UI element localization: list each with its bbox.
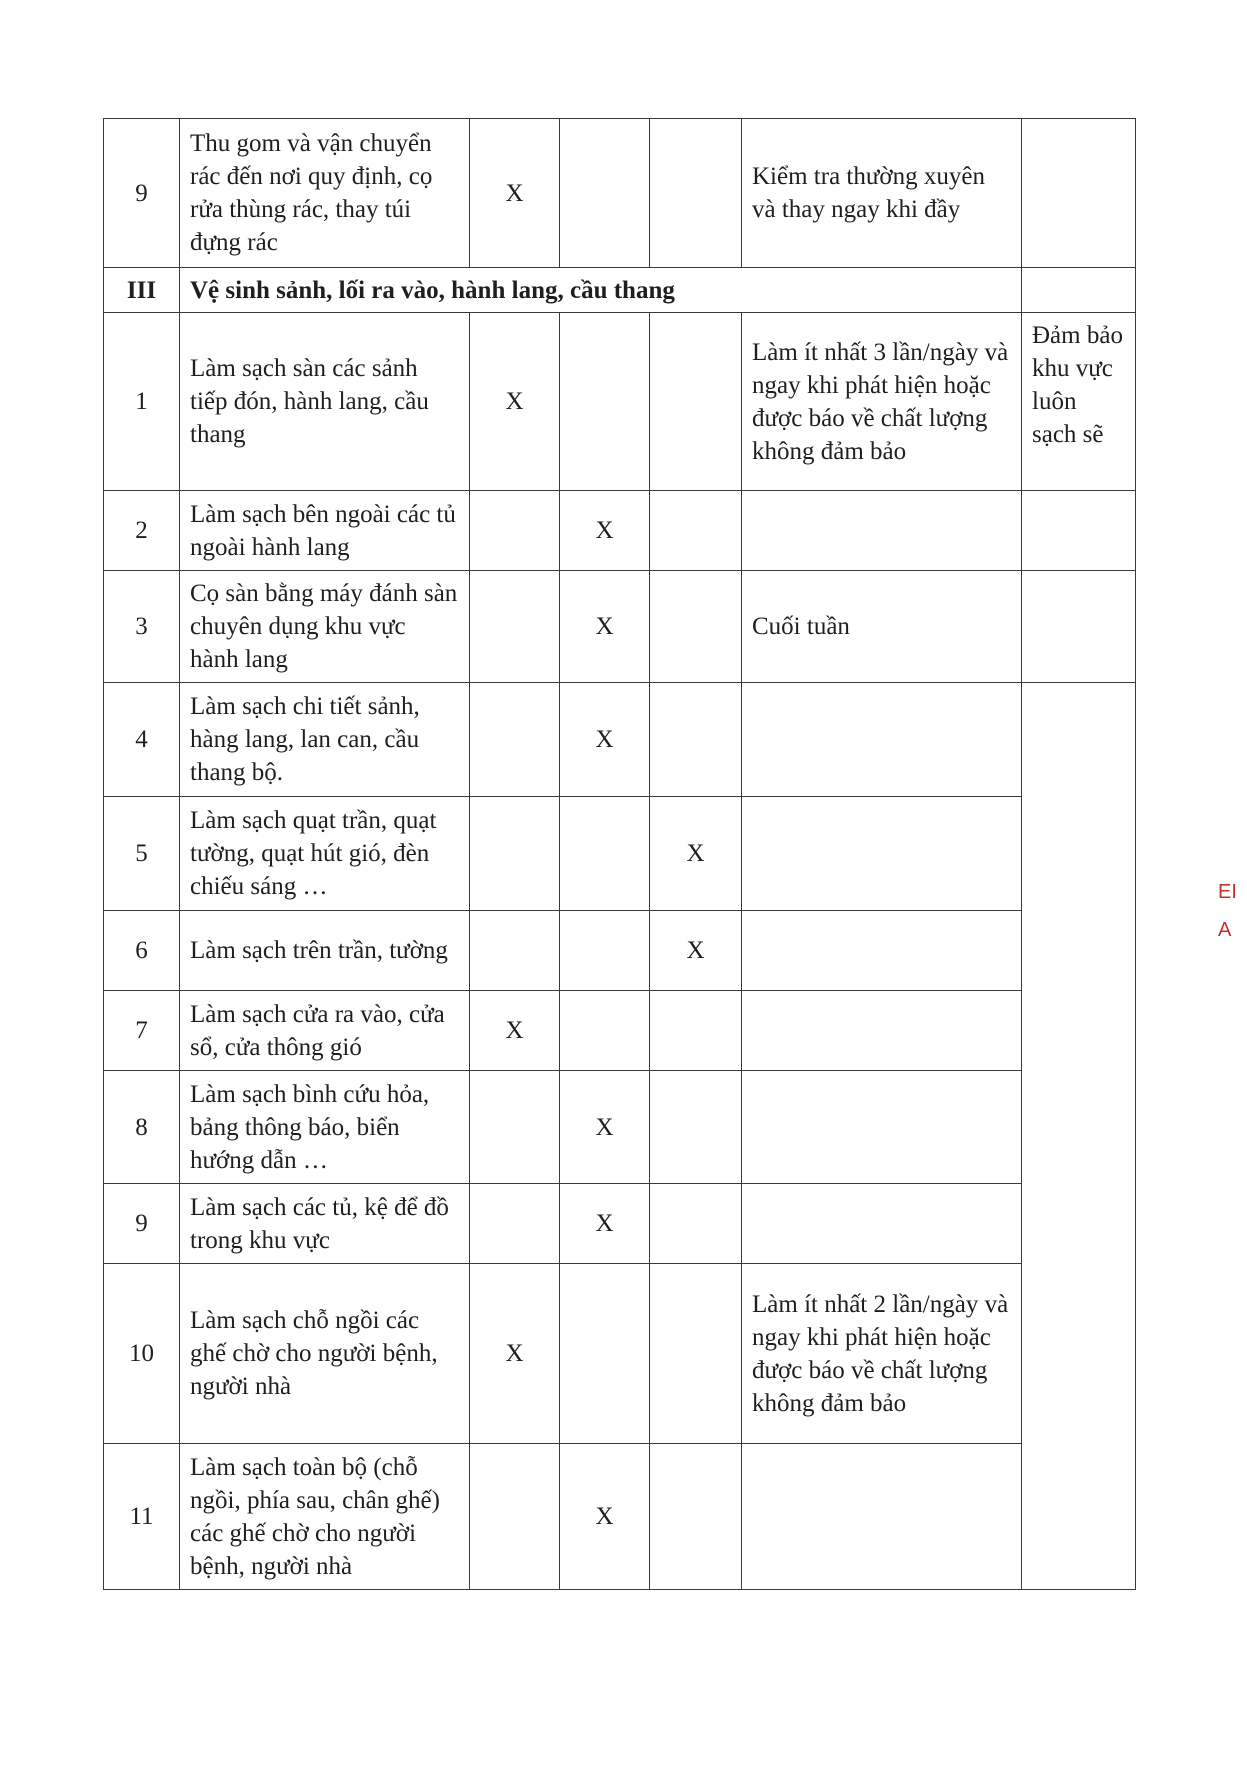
frequency-mark-b: X (560, 1071, 650, 1184)
table-row (104, 797, 1136, 911)
frequency-mark-b (560, 119, 650, 268)
frequency-mark-b: X (560, 571, 650, 683)
frequency-mark-a: X (470, 313, 560, 491)
task-description: Làm sạch chi tiết sảnh, hàng lang, lan can, cầu thang bộ. (180, 683, 470, 797)
row-number: 9 (104, 1184, 180, 1264)
task-description: Làm sạch quạt trần, quạt tường, quạt hút gió, đèn chiếu sáng … (180, 797, 470, 911)
task-description: Làm sạch toàn bộ (chỗ ngồi, phía sau, chân ghế) các ghế chờ cho người bệnh, người nhà (180, 1444, 470, 1590)
requirement-cell-empty (1022, 571, 1136, 683)
row-number: 6 (104, 911, 180, 991)
frequency-mark-a: X (470, 991, 560, 1071)
cleaning-schedule-table (103, 118, 1136, 1590)
frequency-mark-a (470, 1071, 560, 1184)
requirement-cell-empty (1022, 491, 1136, 571)
frequency-mark-a: X (470, 119, 560, 268)
row-number: 3 (104, 571, 180, 683)
table-row (104, 1184, 1136, 1264)
frequency-mark-a (470, 797, 560, 911)
section-header-row (104, 268, 1136, 313)
task-description: Làm sạch trên trần, tường (180, 911, 470, 991)
task-description: Làm sạch sàn các sảnh tiếp đón, hành lang, cầu thang (180, 313, 470, 491)
row-number: 2 (104, 491, 180, 571)
frequency-mark-a (470, 571, 560, 683)
frequency-mark-c (650, 119, 742, 268)
frequency-mark-b: X (560, 1444, 650, 1590)
row-number: 1 (104, 313, 180, 491)
frequency-mark-c (650, 1444, 742, 1590)
frequency-note (742, 1444, 1022, 1590)
frequency-mark-b (560, 313, 650, 491)
frequency-mark-b: X (560, 491, 650, 571)
frequency-mark-b: X (560, 1184, 650, 1264)
table-row (104, 1071, 1136, 1184)
frequency-mark-c (650, 571, 742, 683)
task-description: Làm sạch bình cứu hỏa, bảng thông báo, biển hướng dẫn … (180, 1071, 470, 1184)
frequency-mark-c (650, 491, 742, 571)
frequency-mark-b (560, 991, 650, 1071)
frequency-mark-a (470, 683, 560, 797)
frequency-mark-a (470, 911, 560, 991)
frequency-note: Làm ít nhất 2 lần/ngày và ngay khi phát hiện hoặc được báo về chất lượng không đảm bảo (742, 1264, 1022, 1444)
frequency-note: Làm ít nhất 3 lần/ngày và ngay khi phát hiện hoặc được báo về chất lượng không đảm bảo (742, 313, 1022, 491)
table-row (104, 491, 1136, 571)
task-description: Làm sạch chỗ ngồi các ghế chờ cho người bệnh, người nhà (180, 1264, 470, 1444)
row-number: 8 (104, 1071, 180, 1184)
frequency-note: Cuối tuần (742, 571, 1022, 683)
frequency-mark-c (650, 313, 742, 491)
table-row (104, 119, 1136, 268)
table-row (104, 911, 1136, 991)
table-row (104, 1444, 1136, 1590)
frequency-note (742, 991, 1022, 1071)
frequency-mark-a: X (470, 1264, 560, 1444)
table-row (104, 991, 1136, 1071)
requirement-merged-cell (1022, 683, 1136, 1590)
section-numeral: III (104, 268, 180, 313)
frequency-mark-c: X (650, 797, 742, 911)
row-number: 11 (104, 1444, 180, 1590)
table-row (104, 683, 1136, 797)
frequency-mark-b: X (560, 683, 650, 797)
row-number: 7 (104, 991, 180, 1071)
frequency-mark-c (650, 991, 742, 1071)
table-row (104, 1264, 1136, 1444)
frequency-mark-c (650, 1184, 742, 1264)
frequency-mark-c (650, 1264, 742, 1444)
frequency-note: Kiểm tra thường xuyên và thay ngay khi đầy (742, 119, 1022, 268)
row-number: 5 (104, 797, 180, 911)
frequency-note (742, 683, 1022, 797)
frequency-mark-b (560, 911, 650, 991)
frequency-mark-c (650, 683, 742, 797)
frequency-mark-b (560, 1264, 650, 1444)
frequency-note (742, 1184, 1022, 1264)
row-number: 9 (104, 119, 180, 268)
task-description: Làm sạch các tủ, kệ để đồ trong khu vực (180, 1184, 470, 1264)
frequency-mark-c (650, 1071, 742, 1184)
table-row (104, 313, 1136, 491)
row-number: 10 (104, 1264, 180, 1444)
task-description: Làm sạch cửa ra vào, cửa sổ, cửa thông gió (180, 991, 470, 1071)
table-row (104, 571, 1136, 683)
frequency-note (742, 1071, 1022, 1184)
frequency-note (742, 491, 1022, 571)
task-description: Làm sạch bên ngoài các tủ ngoài hành lang (180, 491, 470, 571)
requirement-cell: Đảm bảo khu vực luôn sạch sẽ (1022, 313, 1136, 491)
section-title: Vệ sinh sảnh, lối ra vào, hành lang, cầu thang (180, 268, 1022, 313)
frequency-mark-a (470, 1184, 560, 1264)
task-description: Thu gom và vận chuyển rác đến nơi quy định, cọ rửa thùng rác, thay túi đựng rác (180, 119, 470, 268)
margin-stamp-mark-2: A (1218, 919, 1232, 941)
requirement-cell (1022, 119, 1136, 268)
task-description: Cọ sàn bằng máy đánh sàn chuyên dụng khu vực hành lang (180, 571, 470, 683)
frequency-mark-a (470, 491, 560, 571)
frequency-mark-b (560, 797, 650, 911)
section-empty-cell (1022, 268, 1136, 313)
row-number: 4 (104, 683, 180, 797)
frequency-note (742, 911, 1022, 991)
margin-stamp-mark-1: EI (1218, 881, 1237, 903)
frequency-mark-a (470, 1444, 560, 1590)
frequency-mark-c: X (650, 911, 742, 991)
frequency-note (742, 797, 1022, 911)
